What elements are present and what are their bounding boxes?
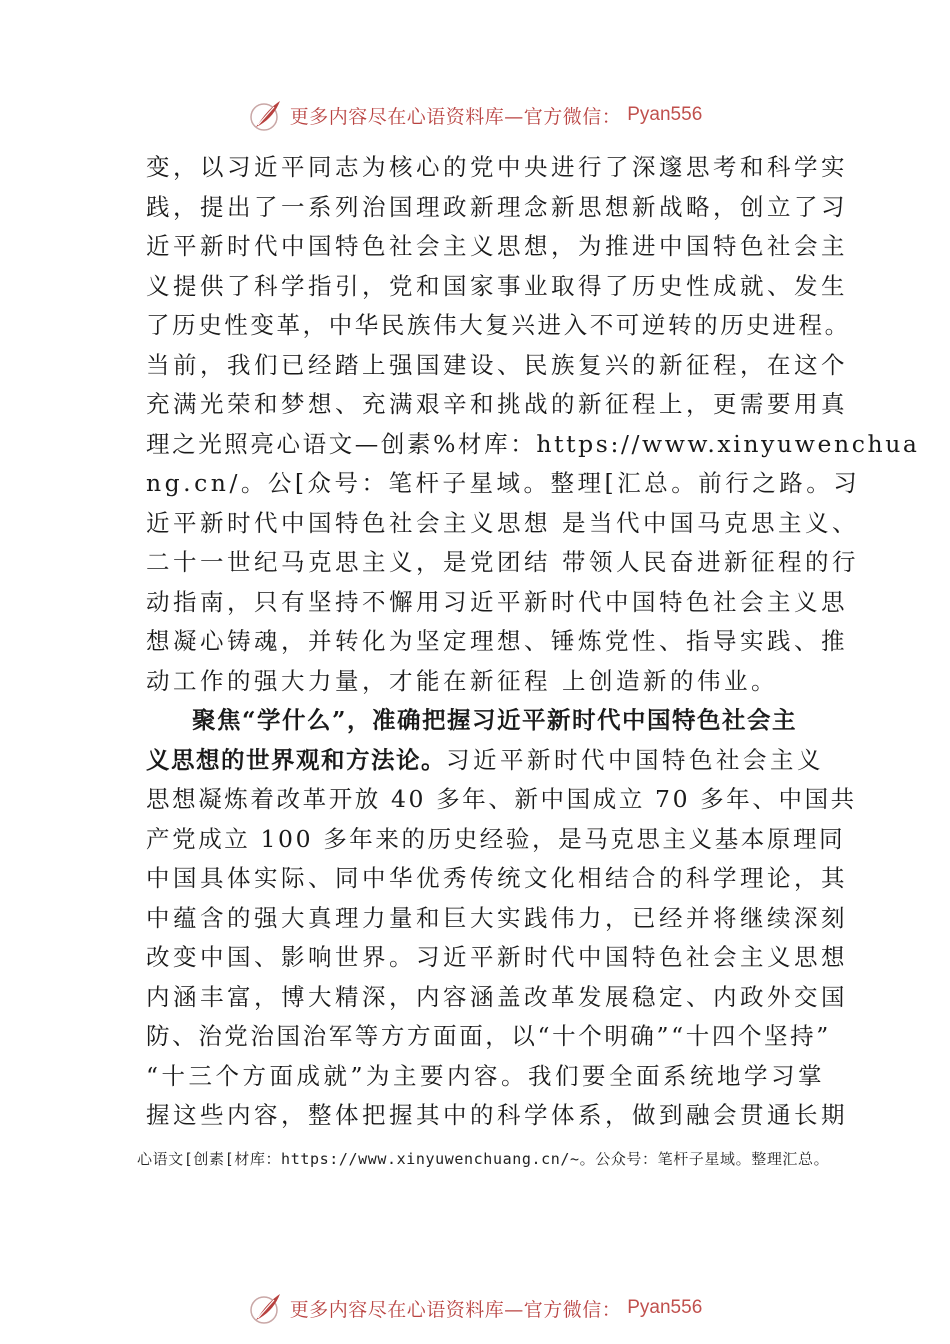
footer-banner — [0, 1288, 950, 1328]
footer-source-note: 心语文[创素[材库：https://www.xinyuwenchuang.cn/~。公众号：笔杆子星域。整理汇总。 — [137, 1150, 830, 1168]
text-line: 防、治党治国治军等方方面面，以“十个明确”“十四个坚持” — [146, 1022, 831, 1050]
text-line: 变，以习近平同志为核心的党中央进行了深邃思考和科学实 — [146, 153, 848, 181]
text-line: 理之光照亮心语文—创素%材库：https://www.xinyuwenchua — [146, 429, 920, 458]
feather-quill-logo-icon — [248, 97, 284, 133]
text-line: 近平新时代中国特色社会主义思想，为推进中国特色社会主 — [146, 232, 848, 260]
heading-continuation-line — [146, 741, 826, 781]
wechat-id: Pyan556 — [627, 1297, 703, 1318]
text-line: 近平新时代中国特色社会主义思想 是当代中国马克思主义、 — [146, 508, 859, 537]
text-line: 二十一世纪马克思主义，是党团结 带领人民奋进新征程的行 — [146, 548, 859, 576]
text-line: 内涵丰富，博大精深，内容涵盖改革发展稳定、内政外交国 — [146, 982, 848, 1011]
text-line: 当前，我们已经踏上强国建设、民族复兴的新征程，在这个 — [146, 350, 848, 379]
text-line: 义提供了科学指引，党和国家事业取得了历史性成就、发生 — [146, 271, 848, 300]
text-line: 改变中国、影响世界。习近平新时代中国特色社会主义思想 — [146, 943, 848, 971]
banner-text: 更多内容尽在心语资料库—官方微信： — [289, 105, 622, 128]
text-line: 动指南，只有坚持不懈用习近平新时代中国特色社会主义思 — [146, 587, 848, 616]
text-run: 习近平新时代中国特色社会主义 — [446, 745, 824, 774]
text-line: 中国具体实际、同中华优秀传统文化相结合的科学理论，其 — [146, 864, 848, 892]
header-banner — [0, 95, 950, 135]
text-line: “十三个方面成就”为主要内容。我们要全面系统地学习掌 — [146, 1061, 826, 1090]
wechat-id: Pyan556 — [627, 104, 703, 125]
document-body — [146, 148, 920, 1136]
text-line: ng.cn/。公[众号：笔杆子星域。整理[汇总。前行之路。习 — [146, 469, 861, 497]
section-heading: 聚焦“学什么”，准确把握习近平新时代中国特色社会主 — [192, 706, 798, 734]
text-line: 中蕴含的强大真理力量和巨大实践伟力，已经并将继续深刻 — [146, 903, 848, 932]
section-heading-end: 义思想的世界观和方法论。 — [146, 745, 446, 774]
text-line: 想凝心铸魂，并转化为坚定理想、锤炼党性、指导实践、推 — [146, 627, 848, 655]
text-line: 了历史性变革，中华民族伟大复兴进入不可逆转的历史进程。 — [146, 311, 851, 339]
text-line: 动工作的强大力量，才能在新征程 上创造新的伟业。 — [146, 666, 778, 695]
text-line: 践，提出了一系列治国理政新理念新思想新战略，创立了习 — [146, 192, 848, 221]
banner-text: 更多内容尽在心语资料库—官方微信： — [289, 1298, 622, 1321]
text-line: 握这些内容，整体把握其中的科学体系，做到融会贯通长期 — [146, 1101, 848, 1129]
text-line: 充满光荣和梦想、充满艰辛和挑战的新征程上，更需要用真 — [146, 390, 848, 418]
text-line: 产党成立 100 多年来的历史经验，是马克思主义基本原理同 — [146, 824, 846, 853]
text-line: 思想凝炼着改革开放 40 多年、新中国成立 70 多年、中国共 — [146, 785, 857, 813]
feather-quill-logo-icon — [248, 1290, 284, 1326]
